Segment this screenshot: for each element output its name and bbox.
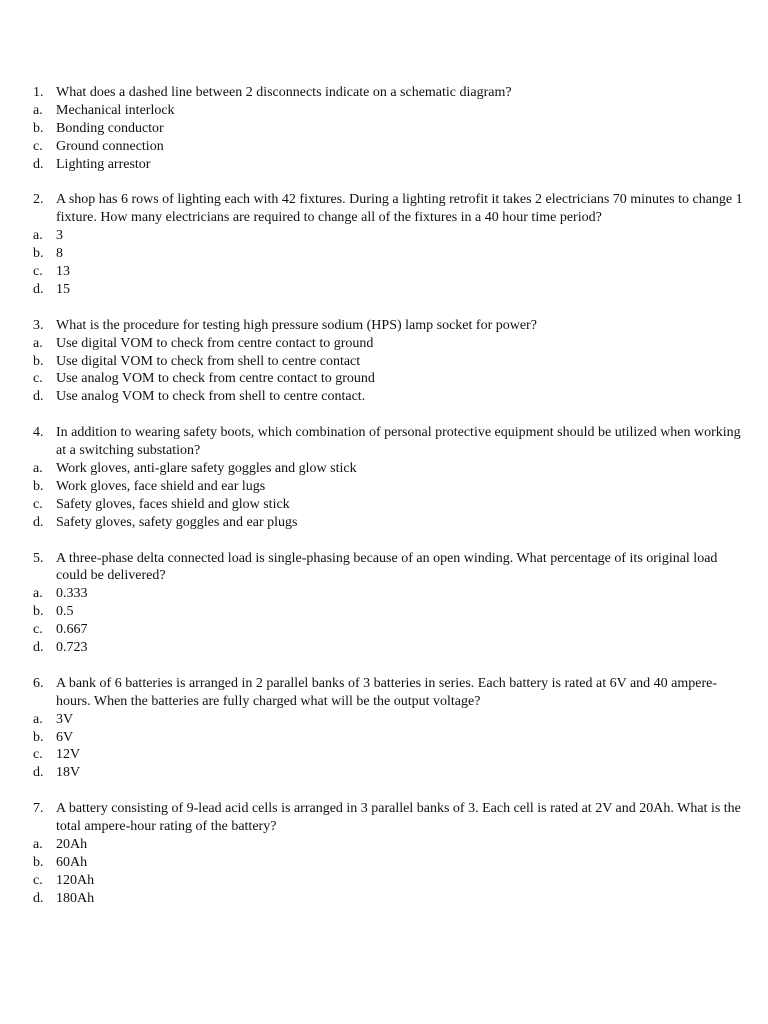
option-text: 15	[56, 281, 70, 297]
option-letter: c.	[33, 138, 43, 154]
question-text: What does a dashed line between 2 disconnects indicate on a schematic diagram?	[56, 85, 512, 100]
option-letter: c.	[33, 747, 43, 763]
answer-option-a	[0, 460, 768, 478]
question-number: 5.	[33, 550, 44, 566]
option-text: 0.333	[56, 586, 88, 602]
answer-option-c	[0, 621, 768, 639]
option-text: Use digital VOM to check from centre contact to ground	[56, 335, 374, 351]
option-text: Use analog VOM to check from centre contact to ground	[56, 371, 375, 387]
question-stem	[0, 191, 768, 227]
option-letter: b.	[33, 604, 44, 620]
option-text: 0.723	[56, 640, 88, 656]
question-stem	[0, 317, 768, 335]
question-1	[0, 84, 768, 174]
option-letter: d.	[33, 156, 44, 172]
answer-option-d	[0, 156, 768, 174]
answer-option-b	[0, 478, 768, 496]
option-letter: c.	[33, 371, 43, 387]
option-letter: d.	[33, 765, 44, 781]
answer-option-c	[0, 263, 768, 281]
answer-option-c	[0, 496, 768, 514]
option-text: 0.5	[56, 604, 74, 620]
answer-option-d	[0, 514, 768, 532]
answer-option-a	[0, 711, 768, 729]
answer-option-b	[0, 854, 768, 872]
answer-option-d	[0, 764, 768, 782]
option-text: 0.667	[56, 622, 88, 638]
question-4	[0, 424, 768, 531]
answer-option-b	[0, 245, 768, 263]
option-letter: b.	[33, 353, 44, 369]
answer-option-d	[0, 639, 768, 657]
option-text: 18V	[56, 765, 81, 781]
question-text: A battery consisting of 9-lead acid cells is arranged in 3 parallel banks of 3. Each cell is rated at 2V and 20Ah. What is the total ampere-hour rating of the battery?	[56, 801, 741, 835]
option-letter: b.	[33, 729, 44, 745]
option-text: 3V	[56, 711, 74, 727]
option-letter: c.	[33, 496, 43, 512]
option-text: Bonding conductor	[56, 120, 164, 136]
question-7	[0, 800, 768, 907]
question-text: In addition to wearing safety boots, which combination of personal protective equipment should be utilized when working at a switching substation?	[56, 425, 741, 459]
option-letter: a.	[33, 102, 43, 118]
option-letter: a.	[33, 586, 43, 602]
option-letter: d.	[33, 890, 44, 906]
option-letter: c.	[33, 622, 43, 638]
question-text: A bank of 6 batteries is arranged in 2 parallel banks of 3 batteries in series. Each battery is rated at 6V and 40 ampere-hours. When the batteries are fully charged what will be the output voltage?	[56, 675, 718, 709]
option-letter: a.	[33, 335, 43, 351]
answer-option-d	[0, 281, 768, 299]
answer-option-b	[0, 729, 768, 747]
option-letter: a.	[33, 836, 43, 852]
answer-option-d	[0, 388, 768, 406]
option-letter: c.	[33, 872, 43, 888]
option-text: 3	[56, 228, 63, 244]
option-text: Use analog VOM to check from shell to centre contact.	[56, 389, 366, 405]
quiz-page	[0, 84, 768, 925]
option-text: Work gloves, anti-glare safety goggles and glow stick	[56, 460, 357, 476]
option-letter: d.	[33, 389, 44, 405]
option-text: 6V	[56, 729, 74, 745]
option-text: 180Ah	[56, 890, 95, 906]
option-text: 60Ah	[56, 854, 88, 870]
question-stem	[0, 84, 768, 102]
question-number: 6.	[33, 675, 44, 691]
answer-option-b	[0, 120, 768, 138]
question-number: 3.	[33, 317, 44, 333]
answer-option-a	[0, 102, 768, 120]
question-number: 7.	[33, 801, 44, 817]
option-letter: a.	[33, 228, 43, 244]
option-letter: d.	[33, 640, 44, 656]
question-stem	[0, 550, 768, 586]
option-text: 8	[56, 246, 63, 262]
answer-option-c	[0, 872, 768, 890]
option-letter: b.	[33, 246, 44, 262]
answer-option-a	[0, 335, 768, 353]
option-text: Work gloves, face shield and ear lugs	[56, 478, 266, 494]
question-number: 1.	[33, 85, 44, 100]
answer-option-b	[0, 353, 768, 371]
option-text: Lighting arrestor	[56, 156, 151, 172]
answer-option-a	[0, 585, 768, 603]
option-letter: b.	[33, 120, 44, 136]
option-letter: a.	[33, 460, 43, 476]
question-number: 2.	[33, 192, 44, 208]
option-letter: c.	[33, 264, 43, 280]
question-text: A shop has 6 rows of lighting each with 42 fixtures. During a lighting retrofit it takes 2 electricians 70 minutes to change 1 fixture. How many electricians are required to change all of the fixtures in a 40 hour time period?	[56, 192, 743, 226]
option-letter: b.	[33, 854, 44, 870]
question-stem	[0, 424, 768, 460]
answer-option-c	[0, 138, 768, 156]
option-text: 120Ah	[56, 872, 95, 888]
answer-option-a	[0, 227, 768, 245]
question-text: What is the procedure for testing high pressure sodium (HPS) lamp socket for power?	[56, 317, 537, 333]
question-text: A three-phase delta connected load is single-phasing because of an open winding. What percentage of its original load could be delivered?	[56, 550, 718, 584]
answer-option-a	[0, 836, 768, 854]
question-stem	[0, 675, 768, 711]
question-stem	[0, 800, 768, 836]
option-text: Safety gloves, safety goggles and ear plugs	[56, 514, 298, 530]
option-letter: d.	[33, 514, 44, 530]
option-text: 20Ah	[56, 836, 88, 852]
question-6	[0, 675, 768, 782]
option-text: Use digital VOM to check from shell to centre contact	[56, 353, 361, 369]
option-text: Safety gloves, faces shield and glow stick	[56, 496, 290, 512]
option-text: Mechanical interlock	[56, 102, 175, 118]
answer-option-c	[0, 746, 768, 764]
option-letter: d.	[33, 281, 44, 297]
answer-option-b	[0, 603, 768, 621]
question-5	[0, 550, 768, 657]
question-3	[0, 317, 768, 407]
question-2	[0, 191, 768, 298]
option-text: 13	[56, 264, 70, 280]
answer-option-c	[0, 370, 768, 388]
option-text: 12V	[56, 747, 81, 763]
option-letter: b.	[33, 478, 44, 494]
option-letter: a.	[33, 711, 43, 727]
answer-option-d	[0, 890, 768, 908]
question-number: 4.	[33, 425, 44, 441]
option-text: Ground connection	[56, 138, 164, 154]
